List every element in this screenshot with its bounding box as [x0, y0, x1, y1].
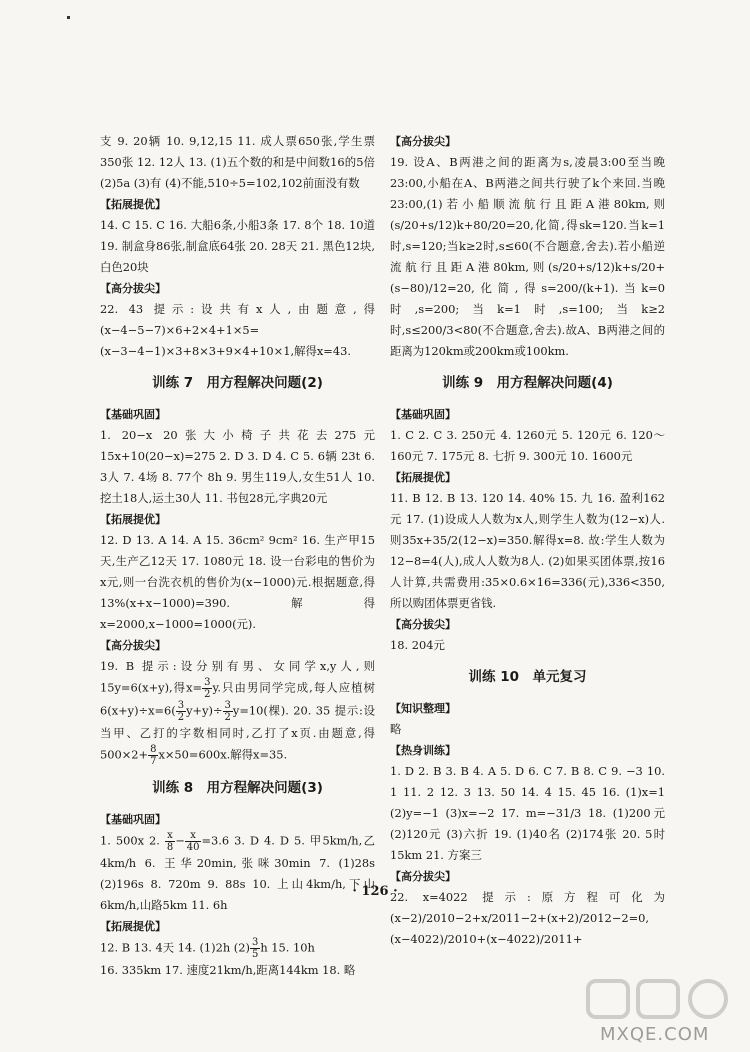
text-run: y.只由男同学完成,每人应植树 [212, 680, 375, 695]
fraction [185, 830, 202, 853]
denominator: 8 [166, 842, 174, 853]
text-run: =3.6 3. D 4. D 5. 甲5km/h,乙4km/h 6. 王华20min,张咪30min 7. (1)28s (2)196s 8. 720m 9. 88s 10. 上山4km/h,下山6km/h,山路5km 11. 6h [100, 833, 375, 912]
text-run: 提示:设当甲、乙打的字数相同时,乙打了x页.由题意,得500×2+ [100, 703, 375, 762]
section-tag: 【高分拔尖】 [100, 639, 166, 652]
fraction [148, 744, 158, 767]
answer-block [100, 830, 375, 916]
numerator: x [165, 830, 175, 842]
section-tag: 【基础巩固】 [390, 408, 456, 421]
answer-block: 1. 20−x 20张大小椅子共花去275元 15x+10(20−x)=275 2. D 3. D 4. C 5. 6辆 23t 6. 3人 7. 4场 8. 77个 8h 9. 男生119人,女生51人 10. 挖土18人,运土30人 11. 书包28元,字典20元 [100, 428, 375, 505]
text-run: y+y)÷ [186, 703, 223, 718]
fraction [250, 937, 260, 960]
answer-block: 22. x=4022 提示:原方程可化为(x−2)/2010−2+x/2011−2+(x+2)/2012−2=0,(x−4022)/2010+(x−4022)/2011+ [390, 890, 665, 946]
text-run: 6(x+y)÷x=6( [100, 703, 176, 718]
text-run: 19. B 提示:设分别有男、女同学x,y人,则15y=6(x+y),得x= [100, 659, 375, 695]
answer-block: 11. B 12. B 13. 120 14. 40% 15. 九 16. 盈利162元 17. (1)设成人人数为x人,则学生人数为(12−x)人.则35x+35/2(12−x)=350.解得x=8. 故:学生人数为12−8=4(人),成人人数为8人. (2)如果买团体票,按16人计算,共需费用:35×0.6×16=336(元),336<350,所以购团体票更省钱. [390, 491, 665, 610]
lesson-title-8: 训练 8 用方程解决问题(3) [152, 780, 323, 796]
numerator: x [185, 830, 202, 842]
answer-block: 14. C 15. C 16. 大船6条,小船3条 17. 8个 18. 10道 19. 制盒身86张,制盒底64张 20. 28天 21. 黑色12块,白色20块 [100, 218, 375, 274]
page-number: · 126 · [352, 884, 398, 899]
section-tag: 【基础巩固】 [100, 813, 166, 826]
denominator: 2 [224, 712, 231, 723]
text-run: 12. B 13. 4天 14. (1)2h (2) [100, 940, 250, 955]
fraction [176, 700, 186, 723]
right-column [390, 131, 665, 950]
answer-block: 18. 204元 [390, 638, 445, 652]
section-tag: 【拓展提优】 [100, 513, 166, 526]
fraction [223, 700, 233, 723]
answer-block [100, 937, 375, 960]
section-tag: 【高分拔尖】 [390, 135, 456, 148]
answer-block: 1. D 2. B 3. B 4. A 5. D 6. C 7. B 8. C 9. −3 10. 1 11. 2 12. 3 13. 50 14. 4 15. 45 16. (1)x=1 (2)y=−1 (3)x=−2 17. m=−31/3 18. (1)200元 (2)120元 (3)六折 19. (1)40名 (2)174张 20. 5时 15km 21. 方案三 [390, 764, 665, 862]
lesson-title-9: 训练 9 用方程解决问题(4) [442, 375, 613, 391]
text-run: − [175, 833, 185, 848]
section-tag: 【高分拔尖】 [100, 282, 166, 295]
numerator: 3 [224, 700, 231, 711]
fraction [202, 677, 212, 700]
fraction [165, 830, 175, 853]
section-tag: 【高分拔尖】 [390, 618, 456, 631]
text-run: y=10(棵). 20. 35 [232, 703, 331, 718]
denominator: 2 [204, 689, 211, 700]
section-tag: 【拓展提优】 [100, 920, 166, 933]
lesson-title-7: 训练 7 用方程解决问题(2) [152, 375, 323, 391]
numerator: 8 [150, 744, 157, 755]
answer-block: 22. 43 提示:设共有x人,由题意,得(x−4−5−7)×6+2×4+1×5=(x−3−4−1)×3+8×3+9×4+10×1,解得x=43. [100, 302, 375, 358]
text-run: h 15. 10h [260, 940, 315, 955]
corner-mark [67, 16, 70, 19]
section-tag: 【拓展提优】 [390, 471, 456, 484]
answer-block: 12. D 13. A 14. A 15. 36cm² 9cm² 16. 生产甲15天,生产乙12天 17. 1080元 18. 设一台彩电的售价为x元,则一台洗衣机的售价为(x−1000)元.根据题意,得13%(x+x−1000)=390.解得x=2000,x−1000=1000(元). [100, 533, 375, 631]
answer-block: 16. 335km 17. 速度21km/h,距离144km 18. 略 [100, 963, 356, 977]
left-column [100, 131, 375, 981]
section-tag: 【热身训练】 [390, 744, 456, 757]
answer-block: 19. 设A、B两港之间的距离为s,凌晨3:00至当晚23:00,小船在A、B两港之间共行驶了k个来回.当晚23:00,(1)若小船顺流航行且距A港80km,则(s/20+s/12)k+80/20=20,化简,得sk=120.当k=1时,s=120;当k≥2时,s≤60(不合题意,舍去).若小船逆流航行且距A港80km,则(s/20+s/12)k+s/20+(s−80)/12=20,化简,得s=200/(k+1).当k=0时,s=200;当k=1时,s=100;当k≥2时,s≤200/3<80(不合题意,舍去).故A、B两港之间的距离为120km或200km或100km. [390, 155, 665, 358]
numerator: 3 [204, 677, 211, 688]
section-tag: 【知识整理】 [390, 702, 456, 715]
denominator: 5 [251, 949, 259, 960]
denominator: 2 [177, 712, 185, 723]
numerator: 3 [177, 700, 185, 711]
answer-block [100, 656, 375, 767]
section-tag: 【高分拔尖】 [390, 870, 456, 883]
section-tag: 【拓展提优】 [100, 198, 166, 211]
answer-block: 支 9. 20辆 10. 9,12,15 11. 成人票650张,学生票350张 12. 12人 13. (1)五个数的和是中间数16的5倍 (2)5a (3)有 (4)不能,510÷5=102,102前面没有数 [100, 134, 375, 190]
answer-block: 略 [390, 722, 402, 736]
text-run: x×50=600x.解得x=35. [158, 747, 288, 762]
lesson-title-10: 训练 10 单元复习 [468, 669, 587, 685]
numerator: 3 [251, 937, 259, 948]
section-tag: 【基础巩固】 [100, 408, 166, 421]
denominator: 40 [186, 842, 200, 853]
answer-block: 1. C 2. C 3. 250元 4. 1260元 5. 120元 6. 120～160元 7. 175元 8. 七折 9. 300元 10. 1600元 [390, 428, 665, 463]
text-run: 1. 500x 2. [100, 833, 160, 848]
watermark-text: MXQE.COM [600, 1024, 710, 1045]
denominator: 7 [150, 756, 157, 767]
